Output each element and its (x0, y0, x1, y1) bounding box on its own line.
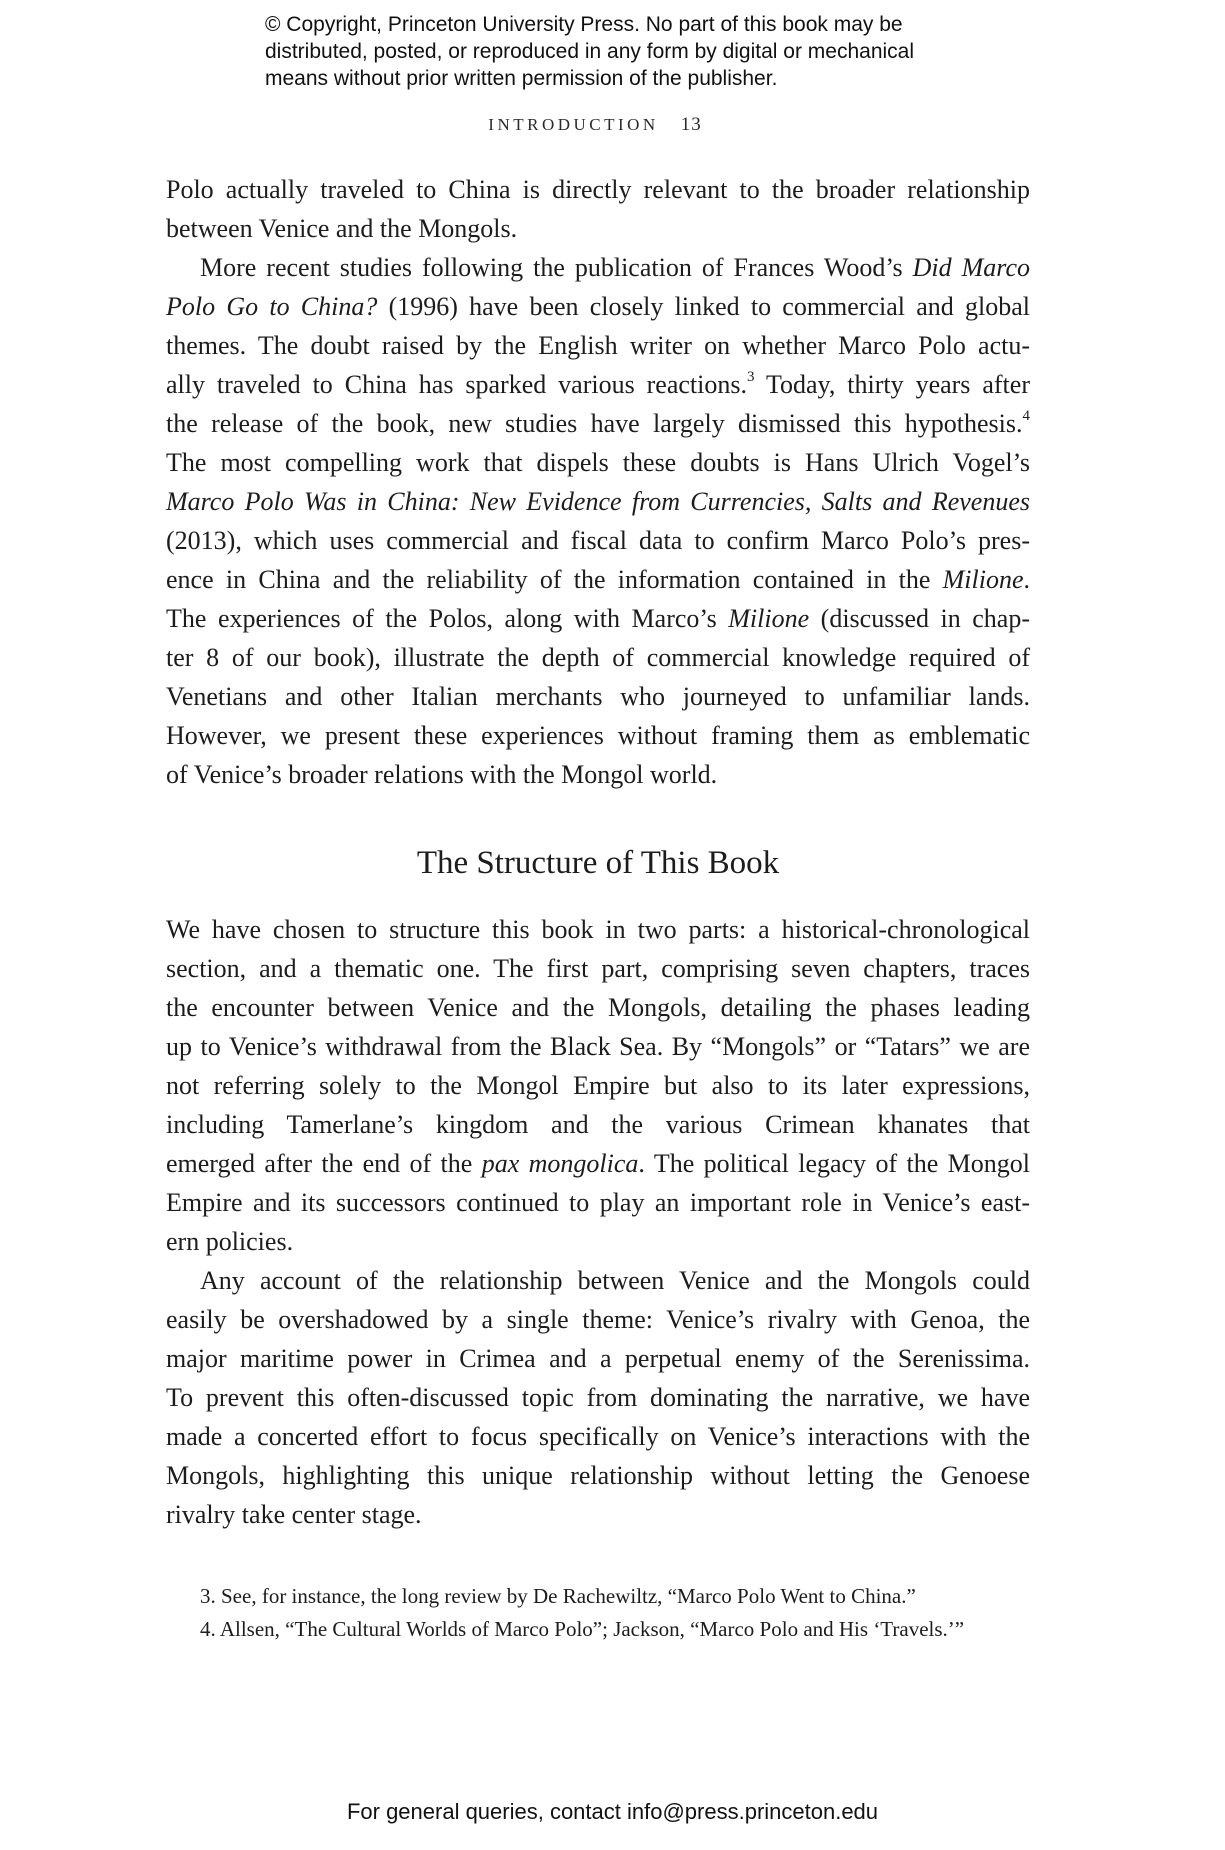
text-line: Mongols, highlighting this unique relationship without letting the Genoese (166, 1461, 1030, 1490)
page-number: 13 (680, 114, 702, 135)
text-line: We have chosen to structure this book in two parts: a historical-chronological (166, 915, 1030, 944)
text-line: The most compelling work that dispels these doubts is Hans Ulrich Vogel’s (166, 448, 1030, 477)
copyright-line: © Copyright, Princeton University Press. No part of this book may be (265, 13, 903, 36)
footnotes (200, 1580, 1030, 1646)
paragraph (166, 248, 1030, 794)
footnote-4: 4. Allsen, “The Cultural Worlds of Marco Polo”; Jackson, “Marco Polo and His ‘Travels.’” (200, 1617, 965, 1641)
paragraph (166, 1261, 1030, 1534)
text-line: Polo Go to China? (1996) have been closely linked to commercial and global (166, 292, 1030, 321)
copyright-notice (265, 11, 1005, 92)
text-line: Any account of the relationship between Venice and the Mongols could (200, 1266, 1030, 1295)
running-head-section: INTRODUCTION (488, 115, 659, 134)
paragraph (166, 170, 1030, 248)
text-line: More recent studies following the publication of Frances Wood’s Did Marco (200, 253, 1030, 282)
text-line: the encounter between Venice and the Mongols, detailing the phases leading (166, 993, 1030, 1022)
text-line: ter 8 of our book), illustrate the depth of commercial knowledge required of (166, 643, 1030, 672)
copyright-line: means without prior written permission of the publisher. (265, 67, 778, 90)
text-line: To prevent this often-discussed topic from dominating the narrative, we have (166, 1383, 1030, 1412)
running-head (0, 114, 1190, 136)
text-line: ence in China and the reliability of the information contained in the Milione. (166, 565, 1030, 594)
text-line: easily be overshadowed by a single theme: Venice’s rivalry with Genoa, the (166, 1305, 1030, 1334)
footnote-3: 3. See, for instance, the long review by De Rachewiltz, “Marco Polo Went to China.” (200, 1584, 916, 1608)
text-line: up to Venice’s withdrawal from the Black Sea. By “Mongols” or “Tatars” we are (166, 1032, 1030, 1061)
section-heading: The Structure of This Book (416, 845, 780, 881)
body-text-lower (166, 910, 1030, 1534)
text-line: The experiences of the Polos, along with Marco’s Milione (discussed in chap- (166, 604, 1031, 633)
text-line: the release of the book, new studies have largely dismissed this hypothesis.$^4$ (166, 408, 1030, 438)
text-line: Venetians and other Italian merchants who journeyed to unfamiliar lands. (166, 682, 1030, 711)
text-line: section, and a thematic one. The first part, comprising seven chapters, traces (166, 954, 1030, 983)
body-text-upper (166, 170, 1030, 794)
text-line: of Venice’s broader relations with the Mongol world. (166, 760, 718, 789)
text-line: not referring solely to the Mongol Empire but also to its later expressions, (166, 1071, 1030, 1100)
text-line: Polo actually traveled to China is directly relevant to the broader relationship (166, 175, 1030, 204)
text-line: including Tamerlane’s kingdom and the various Crimean khanates that (166, 1110, 1030, 1139)
text-line: made a concerted effort to focus specifically on Venice’s interactions with the (166, 1422, 1030, 1451)
text-line: between Venice and the Mongols. (166, 214, 518, 243)
text-line: However, we present these experiences without framing them as emblematic (166, 721, 1030, 750)
text-line: emerged after the end of the pax mongolica. The political legacy of the Mongol (166, 1149, 1030, 1178)
footnote-ref[interactable]: 3 (746, 369, 755, 386)
text-line: themes. The doubt raised by the English writer on whether Marco Polo actu- (166, 331, 1030, 360)
copyright-line: distributed, posted, or reproduced in any form by digital or mechanical (265, 40, 915, 63)
text-line: (2013), which uses commercial and fiscal data to confirm Marco Polo’s pres- (166, 526, 1030, 555)
text-line: Marco Polo Was in China: New Evidence from Currencies, Salts and Revenues (166, 487, 1030, 516)
text-line: Empire and its successors continued to play an important role in Venice’s east- (166, 1188, 1030, 1217)
text-line: major maritime power in Crimea and a perpetual enemy of the Serenissima. (166, 1344, 1030, 1373)
contact-line: For general queries, contact info@press.princeton.edu (346, 1799, 879, 1824)
text-line: rivalry take center stage. (166, 1500, 422, 1529)
text-line: ally traveled to China has sparked various reactions.$^3$ Today, thirty years after (166, 369, 1030, 399)
paragraph (166, 910, 1030, 1261)
text-line: ern policies. (166, 1227, 294, 1256)
footnote-ref[interactable]: 4 (1022, 408, 1030, 425)
